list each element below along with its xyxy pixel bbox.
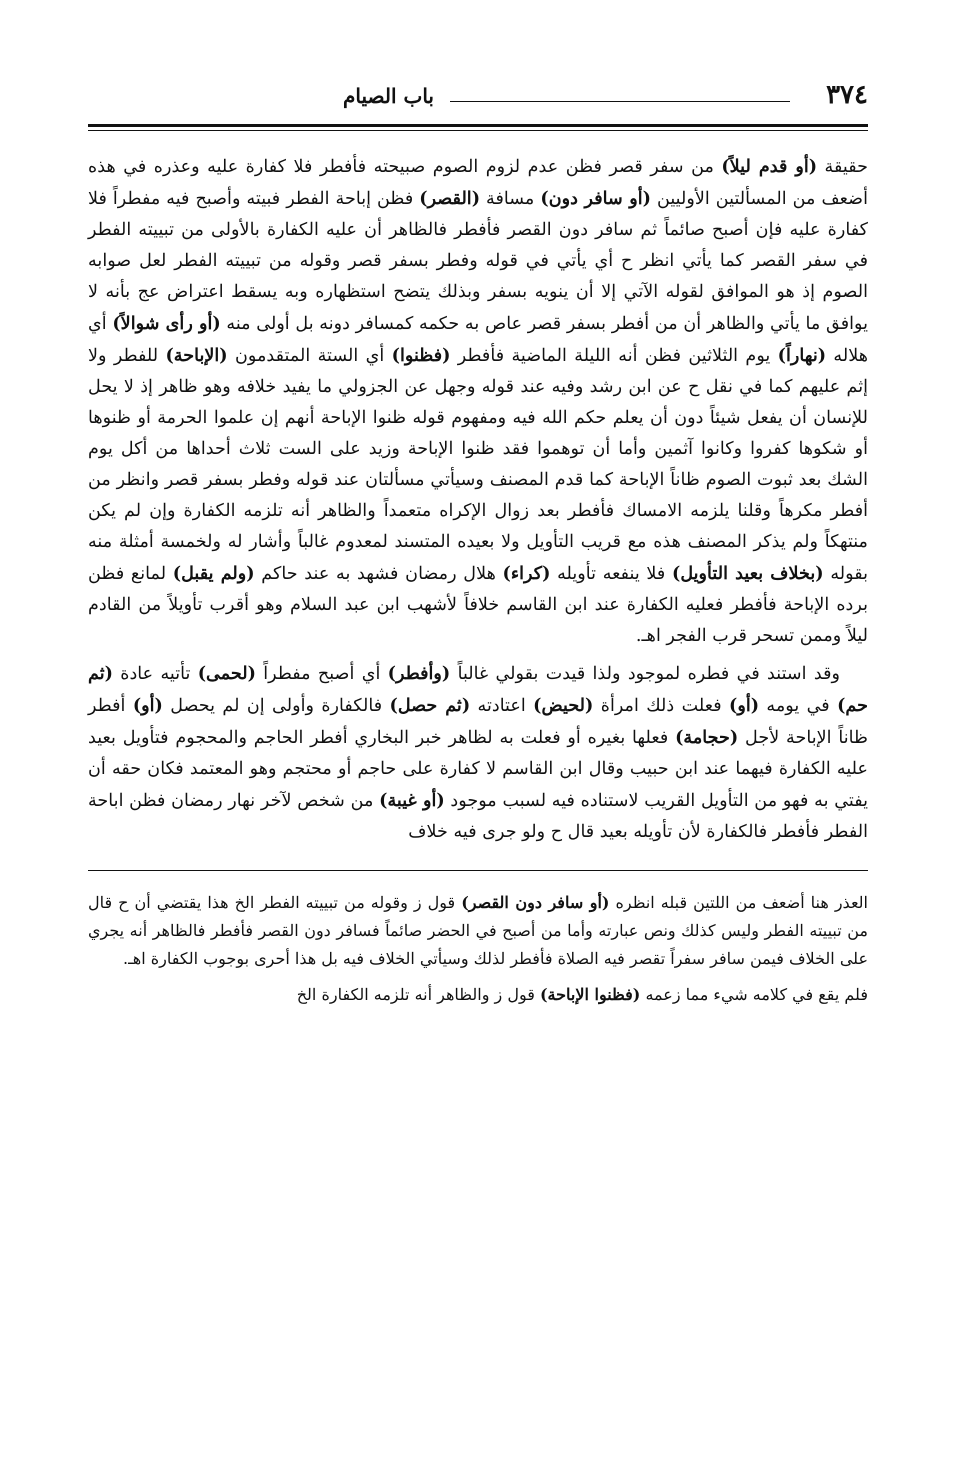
matn-phrase: (ثم حصل) xyxy=(389,695,471,716)
text-run: يوم الثلاثين فظن أنه الليلة الماضية فأفطر xyxy=(450,346,778,366)
text-run: أفطر ظاناً الإباحة لأجل xyxy=(88,696,868,748)
matn-phrase: (لحيض) xyxy=(533,695,594,716)
text-run: فلم يقع في كلامه شيء مما زعمه xyxy=(640,985,868,1004)
matn-phrase: (أو قدم ليلاً) xyxy=(721,156,818,177)
header-rule xyxy=(450,101,790,102)
text-run: أي أصبح مفطراً xyxy=(255,664,388,684)
paragraph-1 xyxy=(88,151,868,652)
text-run: في يومه xyxy=(759,696,838,716)
text-run: لمانع فظن برده الإباحة فأفطر فعليه الكفارة عند ابن القاسم خلافاً لأشهب ابن عبد السلام وهو أقرب تأويلاً من القادم ليلاً وممن تسحر قرب الفجر اهـ. xyxy=(88,564,868,646)
matn-phrase: (لحمى) xyxy=(197,663,256,684)
text-run: اعتادته xyxy=(470,696,534,716)
section-title: باب الصيام xyxy=(343,84,434,108)
text-run: فلا ينفعه تأويله xyxy=(550,564,672,584)
text-run: للفطر ولا إثم عليهم كما في نقل ح عن ابن رشد وفيه عند قوله وجهل عن الجزولي ما يفيد خلافه وهو ظاهر إذ لا يحل للإنسان أن يفعل شيئاً دون أن يعلم حكم الله فيه ومفهوم قوله ظنوا الإباحة أنهم إن علموا الحرمة أو ظنوها أو شكوها كفروا وكانوا آثمين وأما أن توهموا فقد ظنوا الإباحة وزيد على الست ثلاث أحداها من أكل يوم الشك بعد ثبوت الصوم ظاناً الإباحة كما قدم المصنف وسيأتي مسألتان عند قوله وفطر بسفر قصر وانظر من أفطر مكرهاً وقلنا يلزمه الامساك فأفطر بعد زوال الإكراه متعمداً والظاهر أنه تلزمه الكفارة وإن لم يكن منتهكاً ولم يذكر المصنف هذه مع قريب التأويل ولا بعيده المتسند لمعدوم غالباً وأشار له ولخمسة أمثلة منه بقوله xyxy=(88,346,868,584)
matn-phrase: (أو) xyxy=(729,695,760,716)
matn-phrase: (وأفطر) xyxy=(387,663,451,684)
book-page xyxy=(88,80,868,1400)
matn-phrase: (حجامة) xyxy=(675,727,739,748)
footnotes xyxy=(88,889,868,1009)
matn-phrase: (فظنوا الإباحة) xyxy=(539,985,641,1004)
page-number: ٣٧٤ xyxy=(826,80,868,110)
matn-phrase: (ثم حم) xyxy=(88,663,868,716)
matn-phrase: (أو غيبة) xyxy=(379,790,445,811)
matn-phrase: (أو سافر دون القصر) xyxy=(461,893,610,912)
footnote-2 xyxy=(88,981,868,1009)
matn-phrase: (فظنوا) xyxy=(391,345,451,366)
text-run: هلال رمضان فشهد به عند حاكم xyxy=(254,564,503,584)
matn-phrase: (بخلاف بعيد التأويل) xyxy=(672,563,824,584)
text-run: مسافة xyxy=(480,189,541,209)
matn-phrase: (أو) xyxy=(132,695,163,716)
text-run: فعلت ذلك امرأة xyxy=(593,696,729,716)
running-head xyxy=(88,80,868,127)
text-run: العذر هنا أضعف من اللتين قبله انظره xyxy=(609,893,868,912)
text-run: وقد استند في فطره لموجود ولذا قيدت بقولي غالباً xyxy=(450,664,840,684)
text-run: فعلها بغيره أو فعلت به لظاهر خبر البخاري أفطر الحاجم والمحجوم فتأويل بعيد عليه الكفارة فيهما عند ابن حبيب وقال ابن القاسم لا كفارة على حاجم أو محتجم وهو المعتمد فكان حقه أن يفتي به فهو من التأويل القريب لاستناده فيه لسبب موجود xyxy=(88,728,868,811)
paragraph-2 xyxy=(88,658,868,848)
text-run: تأتيه عادة xyxy=(112,664,198,684)
text-run: قول ز والظاهر أنه تلزمه الكفارة الخ xyxy=(296,985,540,1004)
matn-phrase: (نهاراً) xyxy=(777,345,827,366)
footnote-1 xyxy=(88,889,868,973)
text-run: من سفر قصر فظن عدم لزوم الصوم صبيحته فأفطر فلا كفارة عليه وعذره في هذه أضعف من المسألتين الأوليين xyxy=(88,157,868,209)
matn-phrase: (القصر) xyxy=(419,188,481,209)
footnote-separator xyxy=(88,870,868,871)
text-run: فظن إباحة الفطر فبيته وأصبح فيه مفطراً فلا كفارة عليه فإن أصبح صائماً ثم سافر دون القصر فأفطر فالظاهر أن عليه الكفارة بالأولى من تبييته الفطر في سفر القصر كما يأتي انظر ح أي يأتي في قوله وفطر بسفر قصر وقوله من تبييته الفطر لعل صوابه الصوم إذ هو الموافق لقوله الآتي إلا أن ينويه بسفر وبذلك يتضح استظهاره وبه يسقط اعتراض عج بأنه لا يوافق ما يأتي والظاهر أن من أفطر بسفر قصر عاص به حكمه كمسافر دونه بل أولى منه xyxy=(88,189,868,334)
matn-phrase: (أو رأى شوالاً) xyxy=(112,313,221,334)
text-run: أي هلاله xyxy=(88,314,868,366)
text-run: فالكفارة وأولى إن لم يحصل xyxy=(162,696,390,716)
text-run: أي الستة المتقدمون xyxy=(227,346,392,366)
matn-phrase: (أو سافر دون) xyxy=(540,188,651,209)
text-run: من شخص لآخر نهار رمضان فظن اباحة الفطر فأفطر فالكفارة لأن تأويله بعيد قال ح ولو جرى فيه خلاف xyxy=(88,791,868,842)
text-run: قول ز وقوله من تبييته الفطر الخ هذا يقتضي أن ح قال من تبييته الفطر وليس كذلك ونص عبارته وأما من أصبح في الحضر صائماً فسافر دون القصر فأفطر فالظاهر أنه يجري على الخلاف فيمن سافر سفراً تقصر فيه الصلاة فأفطر لذلك وسيأتي الخلاف فيه بل هذا أحرى بوجوب الكفارة اهـ. xyxy=(88,893,868,968)
text-run: حقيقة xyxy=(817,157,868,177)
matn-phrase: (الإباحة) xyxy=(165,345,228,366)
main-text xyxy=(88,151,868,848)
matn-phrase: (ولم يقبل) xyxy=(172,563,255,584)
matn-phrase: (كراء) xyxy=(502,563,551,584)
